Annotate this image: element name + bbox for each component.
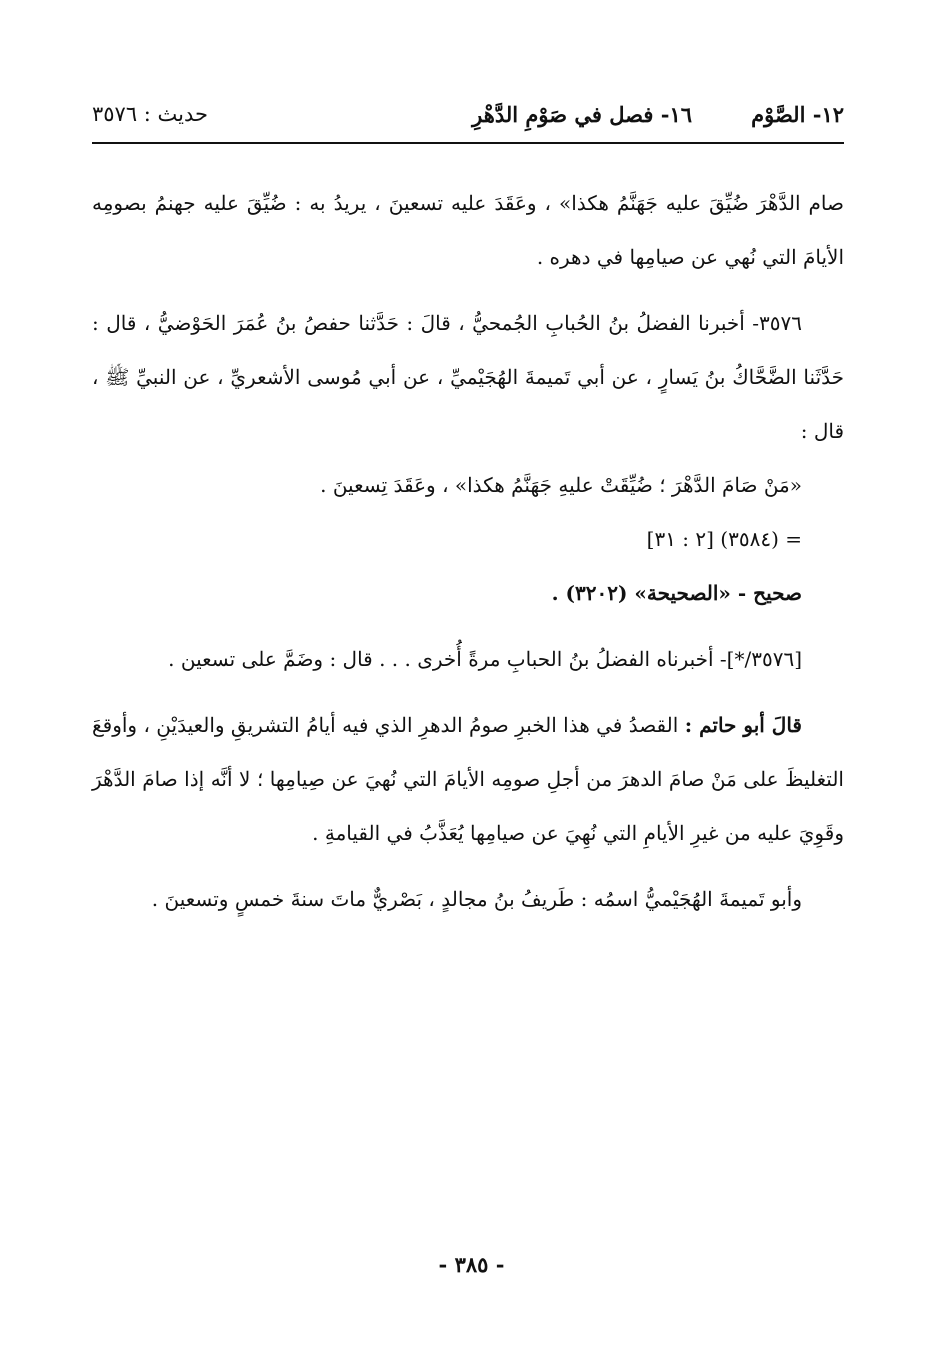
- paragraph-continuation: صام الدَّهْرَ ضُيِّقَ عليه جَهَنَّمُ هكذا» ، وعَقَدَ عليه تسعينَ ، يريدُ به : ضُيِّقَ عليه جهنمُ بصومِه الأيامَ التي نُهي عن صيامِها في دهره .: [92, 191, 845, 269]
- running-header: [92, 98, 844, 138]
- header-book-title: ١٢- الصَّوْم: [751, 102, 844, 127]
- abu-hatim-text-end: صِيامِها ؛ لا أنَّه إذا صامَ الدَّهْرَ وقَوِيَ عليه من غيرِ الأيامِ التي نُهِيَ عن صيامِها يُعَذَّبُ في القيامةِ .: [92, 767, 844, 845]
- header-divider: [92, 142, 844, 144]
- page-number: - ٣٨٥ -: [438, 1252, 505, 1277]
- paragraph-narrator-note: وأبو تَميمةَ الهُجَيْميُّ اسمُه : طَريفُ بنُ مجالدٍ ، بَصْريٌّ ماتَ سنةَ خمسٍ وتسعينَ .: [151, 887, 802, 911]
- cross-reference: = (٣٥٨٤) [٢ : ٣١]: [646, 527, 802, 551]
- main-text: [92, 176, 844, 926]
- paragraph-hadith-3576-repeat: [٣٥٧٦/*]- أخبرناه الفضلُ بنُ الحبابِ مرةً أُخرى . . . قال : وضَمَّ على تسعين .: [168, 647, 802, 671]
- header-chapter-title: ١٦- فصل في صَوْمِ الدَّهْرِ: [472, 102, 692, 127]
- hadith-grading: صحيح - «الصحيحة» (٣٢٠٢) .: [551, 581, 802, 605]
- paragraph-abu-hatim: [92, 698, 844, 860]
- paragraph-hadith-3576: ٣٥٧٦- أخبرنا الفضلُ بنُ الحُبابِ الجُمحيُّ ، قالَ : حَدَّثنا حفصُ بنُ عُمَرَ الحَوْضيُّ ، قال : حَدَّثَنا الضَّحَّاكُ بنُ يَسارٍ ، عن أبي تَميمةَ الهُجَيْميِّ ، عن أبي مُوسى الأشعريِّ ، عن النبيِّ ﷺ ، قال :: [92, 311, 844, 443]
- abu-hatim-label: قالَ أبو حاتم :: [684, 713, 802, 737]
- header-hadith-number: حديث : ٣٥٧٦: [92, 102, 209, 126]
- hadith-quote: «مَنْ صَامَ الدَّهْرَ ؛ ضُيِّقَتْ عليهِ جَهَنَّمُ هكذا» ، وعَقَدَ تِسعينَ .: [320, 473, 802, 497]
- abu-hatim-text: القصدُ في هذا الخبرِ صومُ الدهرِ الذي فيه أيامُ التشريقِ والعيدَيْنِ ، وأوقعَ التغليظَ على مَنْ صامَ الدهرَ من أجلِ صومِه الأيامَ التي نُهيَ عن: [92, 713, 844, 791]
